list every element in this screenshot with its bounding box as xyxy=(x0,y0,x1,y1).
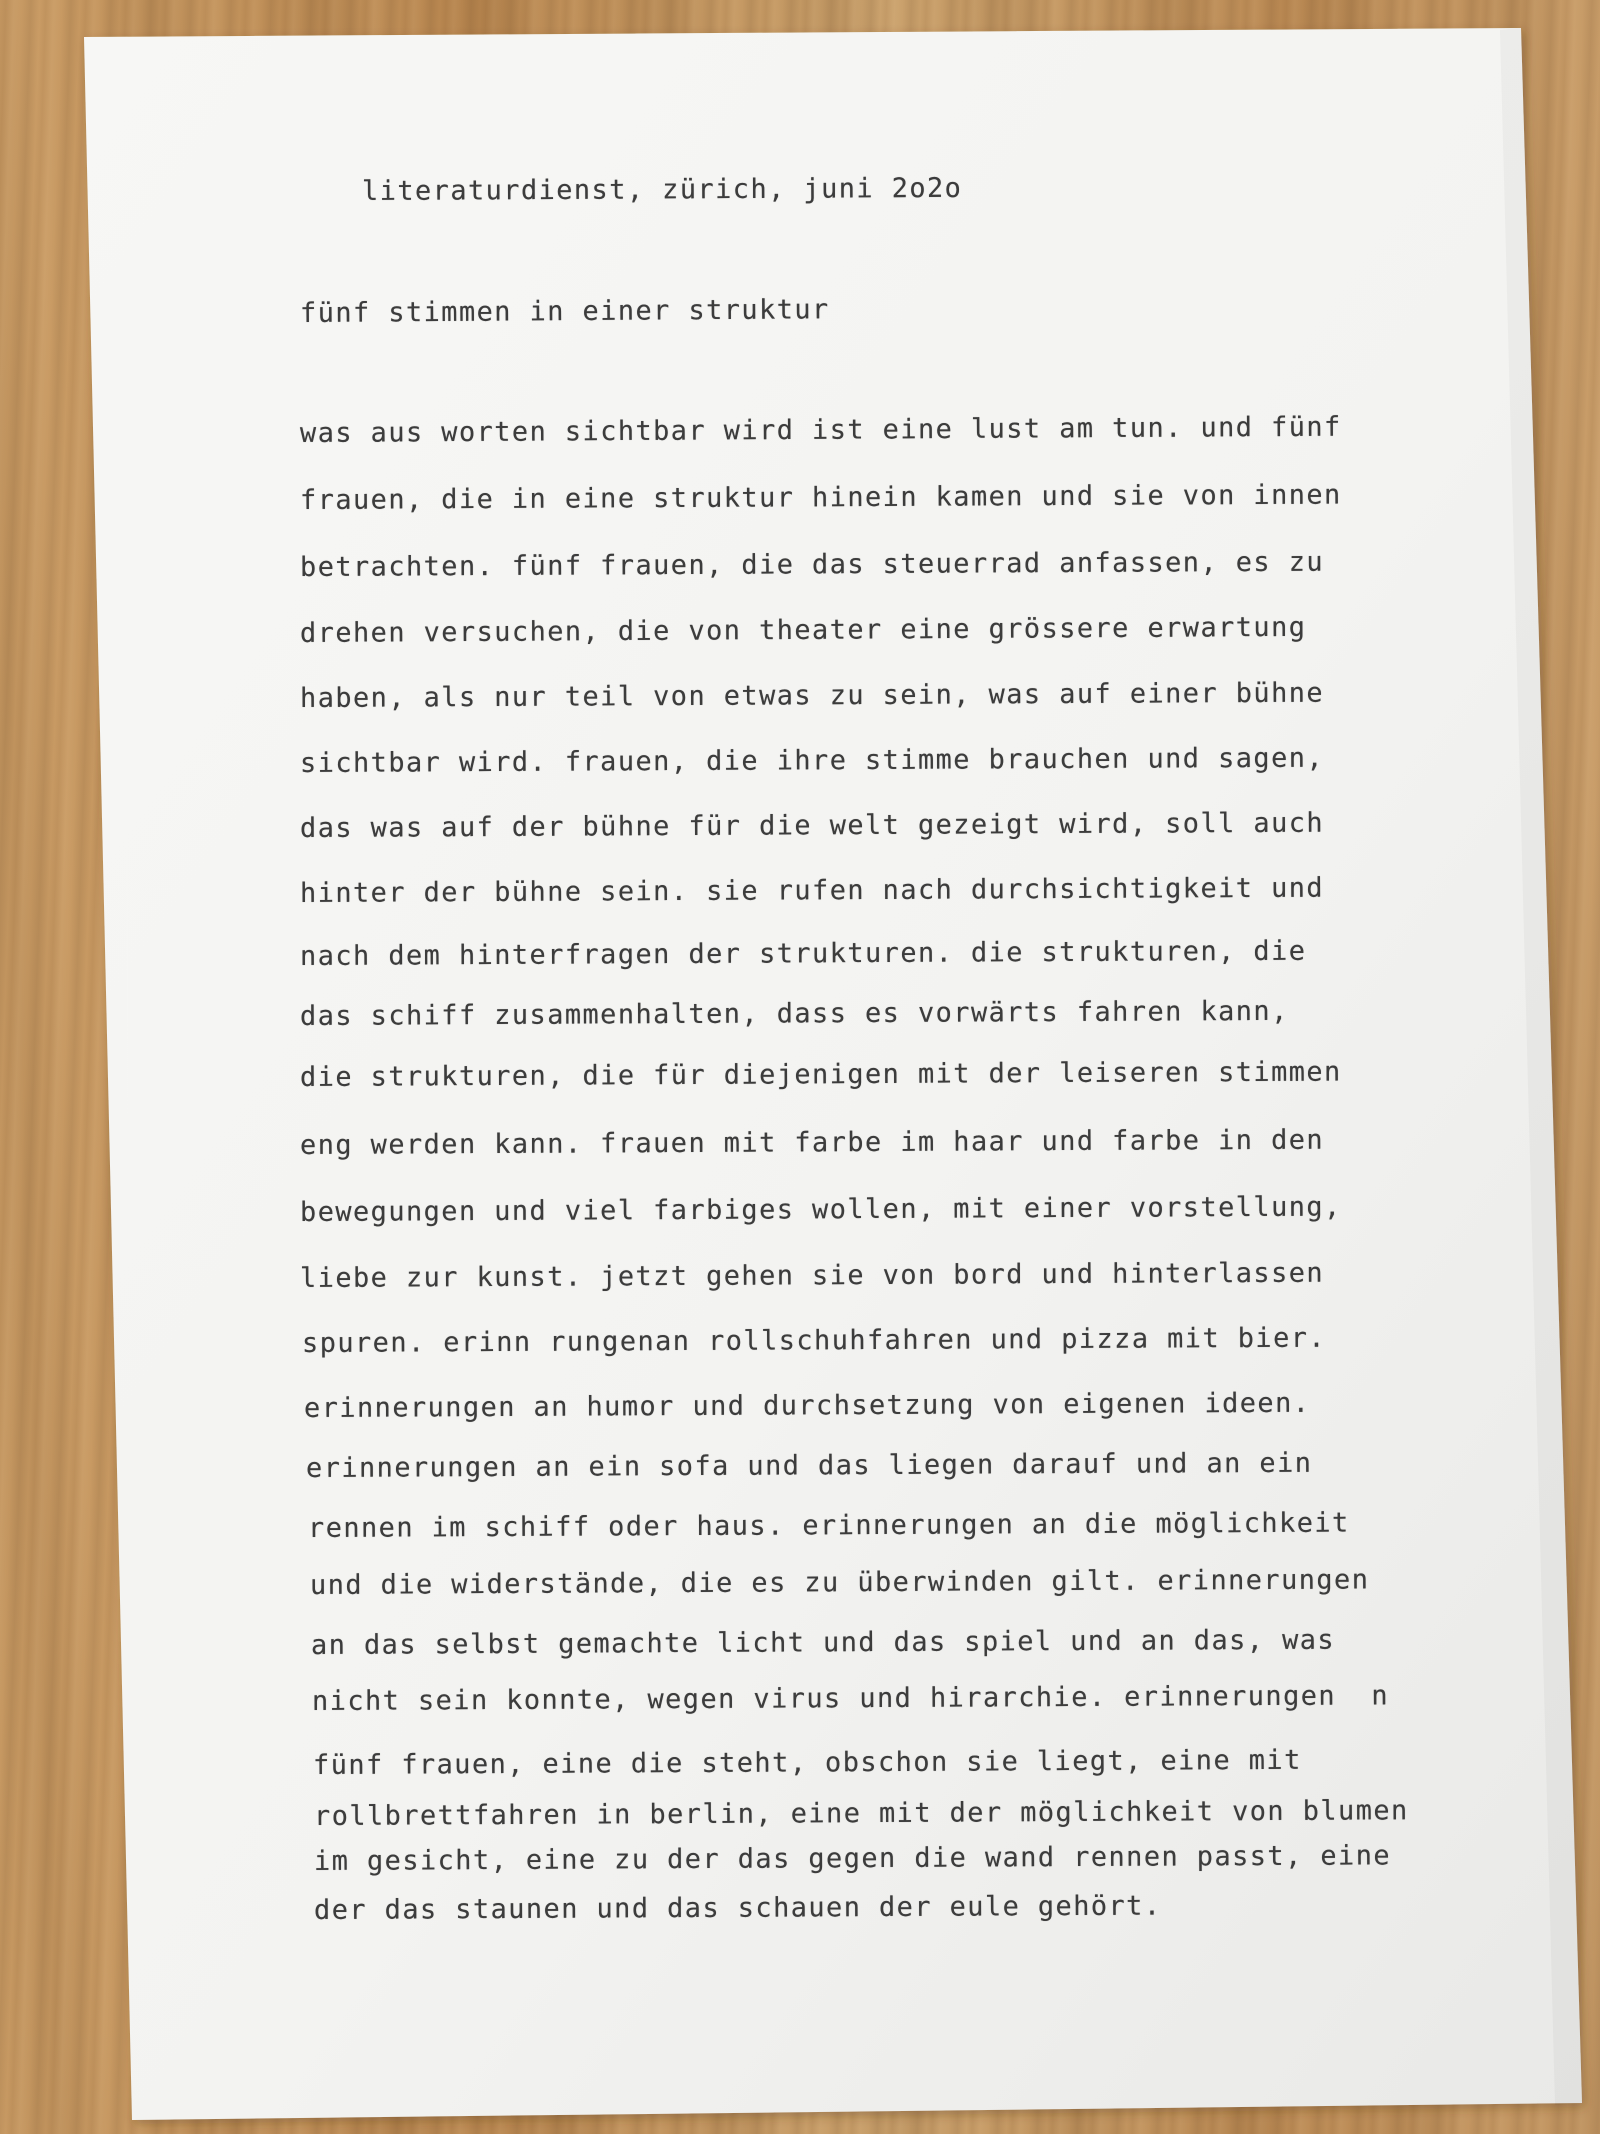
text-line: frauen, die in eine struktur hinein kamen und sie von innen xyxy=(299,479,1342,516)
text-line: betrachten. fünf frauen, die das steuerrad anfassen, es zu xyxy=(299,546,1325,583)
text-line: rennen im schiff oder haus. erinnerungen an die möglichkeit xyxy=(307,1507,1350,1544)
text-line: an das selbst gemachte licht und das spiel und an das, was xyxy=(310,1624,1336,1661)
dateline: literaturdienst, zürich, juni 2o2o xyxy=(361,172,963,207)
text-line: das was auf der bühne für die welt gezeigt wird, soll auch xyxy=(299,807,1325,844)
text-line: das schiff zusammenhalten, dass es vorwärts fahren kann, xyxy=(299,995,1289,1032)
text-line: und die widerstände, die es zu überwinden gilt. erinnerungen xyxy=(309,1564,1370,1601)
text-line: nach dem hinterfragen der strukturen. die strukturen, die xyxy=(299,935,1307,972)
text-line: sichtbar wird. frauen, die ihre stimme brauchen und sagen, xyxy=(299,742,1325,779)
text-line: spuren. erinn rungenan rollschuhfahren und pizza mit bier. xyxy=(301,1322,1327,1359)
text-line: haben, als nur teil von etwas zu sein, was auf einer bühne xyxy=(299,677,1325,714)
text-line: bewegungen und viel farbiges wollen, mit einer vorstellung, xyxy=(299,1191,1342,1228)
text-line: liebe zur kunst. jetzt gehen sie von bord und hinterlassen xyxy=(299,1257,1325,1294)
text-line: fünf frauen, eine die steht, obschon sie liegt, eine mit xyxy=(312,1744,1302,1781)
page-title: fünf stimmen in einer struktur xyxy=(299,294,830,329)
text-line: erinnerungen an humor und durchsetzung von eigenen ideen. xyxy=(303,1387,1311,1424)
text-line: nicht sein konnte, wegen virus und hirarchie. erinnerungen n xyxy=(311,1680,1390,1717)
text-line: eng werden kann. frauen mit farbe im haar und farbe in den xyxy=(299,1124,1325,1161)
text-line: die strukturen, die für diejenigen mit der leiseren stimmen xyxy=(299,1056,1342,1093)
text-line: im gesicht, eine zu der das gegen die wand rennen passt, eine xyxy=(313,1840,1392,1877)
text-line: was aus worten sichtbar wird ist eine lust am tun. und fünf xyxy=(299,411,1342,449)
text-line: hinter der bühne sein. sie rufen nach durchsichtigkeit und xyxy=(299,872,1325,909)
text-line: rollbrettfahren in berlin, eine mit der möglichkeit von blumen xyxy=(313,1795,1409,1832)
text-line: erinnerungen an ein sofa und das liegen darauf und an ein xyxy=(305,1447,1313,1484)
text-line: drehen versuchen, die von theater eine grössere erwartung xyxy=(299,611,1307,649)
text-line: der das staunen und das schauen der eule gehört. xyxy=(313,1890,1162,1926)
